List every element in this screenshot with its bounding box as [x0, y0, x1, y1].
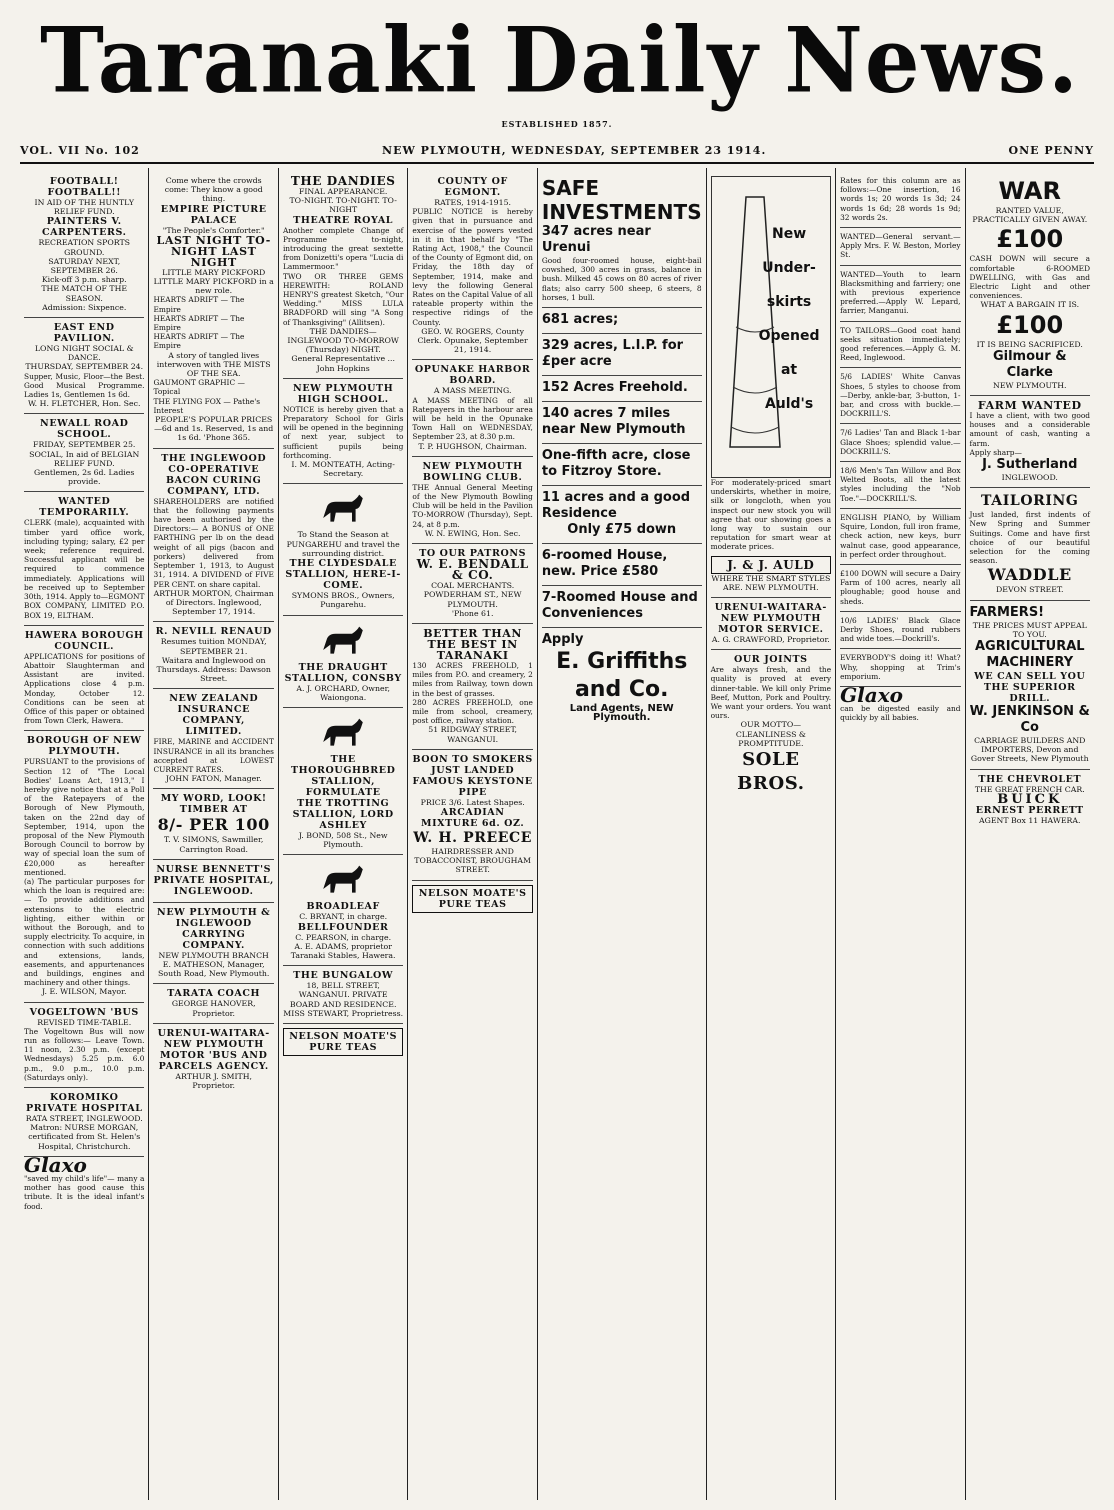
skirt-word-2: Under- — [762, 260, 816, 276]
joints-text: Are always fresh, and the quality is proved at every dinner-table. We kill only Prime Beef, Mutton, Pork and Poultry. We want your orders. You want ours. — [710, 665, 832, 721]
vogeltown-heading: VOGELTOWN 'BUS — [29, 1006, 139, 1018]
preece-sub: HAIRDRESSER AND TOBACCONIST, BROUGHAM STREET. — [414, 846, 532, 875]
bennett-ad — [153, 860, 273, 903]
symons-sign: SYMONS BROS., Owners, Pungarehu. — [291, 591, 395, 610]
tailors-text: TO TAILORS—Good coat hand seeks situation immediately; good references.—Apply G. M. Reed, Inglewood. — [840, 325, 961, 363]
eleven-acres-ad — [542, 486, 702, 544]
chevrolet-sub: THE GREAT FRENCH CAR. — [974, 784, 1085, 794]
rates-intro: Rates for this column are as follows:—One insertion, 16 words 1s; 20 words 1s 3d; 24 words 1s 6d; 28 words 1s 9d; 32 words 2s. — [840, 176, 961, 222]
fifth-heading: One-fifth acre, close to Fitzroy Store. — [541, 448, 691, 480]
friday-line: FRIDAY, SEPTEMBER 25. — [33, 440, 136, 450]
hawera-ad — [24, 626, 144, 732]
renaud-sub: Resumes tuition MONDAY, SEPTEMBER 21. — [160, 637, 267, 656]
bowling-heading: NEW PLYMOUTH BOWLING CLUB. — [422, 460, 523, 483]
acres130-text: 130 ACRES FREEHOLD, 1 miles from P.O. and creamery, 2 miles from Railway, town down in the best of grasses. — [412, 660, 533, 698]
underskirts-words — [754, 217, 824, 421]
acres280-text: 280 ACRES FREEHOLD, one mile from school, creamery, post office, railway station. — [412, 697, 533, 726]
renaud-heading: R. NEVILL RENAUD — [155, 626, 272, 638]
adams-sign: A. E. ADAMS, proprietor Taranaki Stables, Hawera. — [290, 941, 396, 960]
waddle-heading: WADDLE — [987, 565, 1072, 585]
farm-text: I have a client, with two good houses and a considerable amount of cash, wanting a farm. — [969, 411, 1090, 448]
sixroom-ad — [542, 544, 702, 586]
pavilion-sub: LONG NIGHT SOCIAL & DANCE. — [34, 344, 134, 363]
coop-heading: THE INGLEWOOD CO-OPERATIVE BACON CURING COMPANY, LTD. — [161, 452, 267, 497]
supper-text: Supper, Music, Floor—the Best. Good Musical Programme. Ladies 1s, Gentlemen 1s 6d. — [24, 371, 145, 400]
smokers-heading: BOON TO SMOKERS — [412, 753, 533, 765]
vogeltown-sub: REVISED TIME-TABLE. — [37, 1017, 132, 1027]
skirt-word-3: skirts — [766, 294, 812, 310]
chevrolet-heading: THE CHEVROLET — [978, 773, 1082, 785]
piano-text: ENGLISH PIANO, by William Squire, London, full iron frame, check action, new keys, burr walnut case, good appearance, in perfect order throughout. — [840, 512, 961, 559]
timber-price: 8/- PER 100 — [157, 815, 270, 835]
sevenroom-ad — [542, 586, 702, 628]
dandies-ad — [283, 172, 403, 379]
classified-10 — [840, 649, 960, 687]
phone-line: 'Phone 61. — [451, 608, 494, 618]
griffiths-sub: Land Agents, NEW Plymouth. — [569, 703, 674, 724]
joints-heading: OUR JOINTS — [734, 654, 808, 666]
morton-sign: ARTHUR MORTON, Chairman of Directors. Inglewood, September 17, 1914. — [153, 588, 274, 617]
horse-icon — [316, 862, 370, 898]
farmers-heading: FARMERS! — [969, 604, 1045, 620]
thursday-line: THURSDAY, SEPTEMBER 24. — [25, 362, 144, 372]
theatre-text: Another complete Change of Programme to-night, introducing the great sextette from Donizetti's opera "Lucia di Lammermoor." — [282, 225, 404, 272]
acres347-heading: 347 acres near Urenui — [541, 224, 651, 255]
auld-heading: J. & J. AULD — [711, 556, 831, 574]
classified-6 — [840, 462, 960, 509]
shareholders-text: SHAREHOLDERS are notified that the following payments have been authorised by the Directors:— A BONUS of ONE FARTHING per lb on the dead weight of all pigs (bacon and porkers) delivered from September 1, 1913, to August 31, 1914. A DIVIDEND of FIVE PER CENT. on share capital. — [153, 496, 274, 589]
carrying-heading: NEW PLYMOUTH & INGLEWOOD CARRYING COMPANY. — [157, 906, 271, 951]
football-heading: FOOTBALL! FOOTBALL!! — [47, 176, 121, 198]
skirt-word-5: at — [780, 362, 798, 378]
acres152-ad — [542, 376, 702, 402]
underskirts-box — [711, 176, 831, 478]
title-word-1: Taranaki — [40, 7, 480, 114]
harbour-heading: OPUNAKE HARBOR BOARD. — [414, 364, 531, 387]
gems-text: TWO OR THREE GEMS HEREWITH: ROLAND HENRY'S greatest Sketch, "Our Wedding." MISS LULA BRADFORD will sing "A Song of Thanksgiving" (Allitsen). — [282, 271, 404, 327]
skirt-word-4: Opened — [758, 328, 820, 344]
chevrolet-ad — [970, 770, 1090, 830]
football-sub: IN AID OF THE HUNTLY RELIEF FUND. — [34, 198, 134, 217]
theatre-heading: THEATRE ROYAL — [293, 214, 394, 226]
price-100-a: £100 — [996, 225, 1064, 254]
newall-heading: NEWALL ROAD SCHOOL. — [40, 418, 129, 441]
classified-intro — [840, 172, 960, 228]
flying-fox-line: THE FLYING FOX — Pathe's Interest — [153, 396, 261, 415]
ladies-text: 5/6 LADIES' White Canvas Shoes, 5 styles to choose from—Derby, ankle-bar, 3-button, 1-bar, and cross with buckle.—DOCKRILL'S. — [840, 372, 961, 419]
social-line: SOCIAL, In aid of BELGIAN RELIEF FUND. — [29, 449, 140, 468]
motor-service-ad — [711, 598, 831, 650]
trotting-heading: THE TROTTING STALLION, LORD ASHLEY — [292, 797, 394, 831]
hawera-text: APPLICATIONS for positions of Abattoir Slaughterman and Assistant are invited. Applications close 4 p.m. Monday, October 12. Conditions can be seen at Office of this paper or obtained from Town Clerk, Hawera. — [24, 651, 145, 726]
mens-text: 18/6 Men's Tan Willow and Box Welted Boots, all the latest styles including the "Nob Toe."—DOCKRILL'S. — [840, 466, 961, 503]
crowds-line: Come where the crowds come: They know a good thing. — [164, 176, 263, 204]
rates-sub: RATES, 1914-1915. — [434, 198, 512, 207]
harbour-ad — [412, 360, 532, 456]
tarata-sub: GEORGE HANOVER, Proprietor. — [171, 999, 256, 1018]
wanted-1: WANTED—General servant.—Apply Mrs. F. W. Beston, Morley St. — [840, 232, 961, 260]
urenui-bus-ad — [153, 1024, 273, 1095]
crawford-sign: A. G. CRAWFORD, Proprietor. — [711, 635, 830, 645]
better-heading: BETTER THAN THE BEST IN TARANAKI — [423, 626, 523, 662]
sutherland-sub: INGLEWOOD. — [1001, 473, 1058, 483]
gilmour-heading: Gilmour & Clarke — [992, 348, 1067, 380]
ground-line: RECREATION SPORTS GROUND. — [38, 238, 130, 257]
classified-5 — [840, 424, 960, 462]
draught-heading: THE DRAUGHT STALLION, CONSBY — [284, 661, 402, 684]
better-ad — [412, 624, 532, 750]
pavilion-ad — [24, 318, 144, 414]
wanted-2: WANTED—Youth to learn Blacksmithing and farriery; one with previous experience preferred.—Apply W. Lepard, farrier, Manganui. — [840, 269, 961, 316]
column-5 — [538, 168, 707, 1500]
issue-price: ONE PENNY — [1008, 144, 1094, 157]
hearts-line-2: HEARTS ADRIFT — The Empire — [153, 313, 245, 333]
empire-heading: EMPIRE PICTURE PALACE — [160, 203, 267, 226]
acres681-ad — [542, 308, 702, 334]
griffiths-heading: E. Griffiths and Co. — [556, 649, 688, 703]
wanted-temp-heading: WANTED TEMPORARILY. — [39, 496, 130, 519]
classified-7 — [840, 509, 960, 565]
war-ad — [970, 172, 1090, 396]
pickford-line: LITTLE MARY PICKFORD LITTLE MARY PICKFORD in a new role. — [153, 267, 274, 296]
acres152-heading: 152 Acres Freehold. — [541, 380, 688, 396]
stallion-ad-2 — [283, 616, 403, 708]
glaxo-ad-2 — [840, 682, 961, 728]
issue-date: NEW PLYMOUTH, WEDNESDAY, SEPTEMBER 23 1914. — [382, 144, 767, 157]
meeting-sub: A MASS MEETING. — [433, 386, 512, 396]
jenkinson-heading: W. JENKINSON & Co — [969, 704, 1090, 736]
dandies-heading: THE DANDIES — [290, 174, 396, 188]
fifth-acre-ad — [542, 444, 702, 486]
title-word-3: News. — [784, 7, 1080, 114]
bond-sign: J. BOND, 508 St., New Plymouth. — [298, 830, 388, 850]
black-glace-text: 10/6 LADIES' Black Glace Derby Shoes, round rubbers and wide toes.—Dockrill's. — [840, 615, 961, 644]
bacon-ad — [153, 449, 273, 623]
keystone-heading: JUST LANDED FAMOUS KEYSTONE PIPE — [412, 764, 533, 798]
tarata-heading: TARATA COACH — [167, 988, 261, 1000]
gaumont-line: GAUMONT GRAPHIC — Topical — [153, 378, 245, 397]
established-line: ESTABLISHED 1857. — [501, 119, 613, 129]
vogeltown-text: The Vogeltown Bus will now run as follows:— Leave Town. 11 noon, 2.30 p.m. (except Wednesdays) 5.25 p.m. 6.0 p.m., 9.0 p.m., 10.0 p.m. (Saturdays only). — [24, 1026, 145, 1082]
timber-heading: MY WORD, LOOK! TIMBER AT — [160, 793, 267, 816]
dandies-inglewood: THE DANDIES—INGLEWOOD TO-MORROW (Thursday) NIGHT. — [287, 326, 399, 355]
vogeltown-ad — [24, 1003, 144, 1088]
underskirts-text: For moderately-priced smart underskirts, whether in moire, silk or longcloth, when you inspect our new stock you will agree that our showing goes a long way to sustain our reputation for smart wear at moderate prices. — [710, 478, 832, 552]
faton-sign: JOHN FATON, Manager. — [165, 774, 262, 784]
farmers-ad — [970, 601, 1090, 770]
fletcher-sign: W. H. FLETCHER, Hon. Sec. — [28, 399, 141, 409]
title-word-2: Daily — [503, 7, 760, 114]
bryant-sign: C. BRYANT, in charge. — [299, 912, 388, 922]
monteath-sign: I. M. MONTEATH, Acting-Secretary. — [291, 460, 395, 479]
orchard-sign: A. J. ORCHARD, Owner, Waiongona. — [296, 683, 390, 702]
egmont-rates — [412, 172, 532, 360]
lastnight-line: LAST NIGHT TO-NIGHT LAST NIGHT — [156, 233, 271, 269]
eleven-heading: 11 acres and a good Residence — [541, 490, 691, 522]
thoroughbred-heading: THE THOROUGHBRED STALLION, FORMULATE — [290, 753, 396, 798]
nelson-ad-2 — [412, 881, 532, 918]
tailoring-heading: TAILORING — [981, 493, 1079, 510]
bungalow-ad — [283, 966, 403, 1024]
matheson-sign: E. MATHESON, Manager, South Road, New Plymouth. — [158, 959, 270, 979]
insurance-heading: NEW ZEALAND INSURANCE COMPANY, LIMITED. — [169, 693, 259, 738]
patrons-heading: TO OUR PATRONS — [419, 548, 527, 560]
acres140-heading: 140 acres 7 miles near New Plymouth — [541, 406, 686, 438]
insurance-text: FIRE, MARINE and ACCIDENT INSURANCE in all its branches accepted at LOWEST CURRENT RATES. — [153, 737, 274, 774]
koromiko-heading: KOROMIKO PRIVATE HOSPITAL — [25, 1092, 143, 1115]
jenkinson-sub: CARRIAGE BUILDERS AND IMPORTERS, Devon and Gover Streets, New Plymouth — [970, 736, 1089, 764]
ridgway-line: 51 RIDGWAY STREET, WANGANUI. — [428, 725, 517, 744]
sutherland-heading: J. Sutherland — [982, 457, 1078, 473]
glaxo-caption-2: can be digested easily and quickly by all babies. — [840, 704, 961, 723]
acres347-text: Good four-roomed house, eight-bail cowshed, 300 acres in grass, balance in bush. Milked 45 cows on 80 acres of river flats; also carry 500 sheep, 6 steers, 8 horses, 1 bull. — [541, 256, 702, 302]
borough-text: PURSUANT to the provisions of Section 12 of "The Local Bodies' Loans Act, 1913," I hereby give notice that at a Poll of the Ratepayers of the Borough of New Plymouth, taken on the 22nd day of September, 1914, upon the proposal of the New Plymouth Borough Council to borrow by way of special loan the sum of £20,000 as hereafter mentioned. — [24, 757, 145, 877]
classified-3 — [840, 322, 960, 369]
high-school-ad — [283, 379, 403, 485]
high-school-text: NOTICE is hereby given that a Preparatory School for Girls will be opened in the beginning of next year, subject to sufficient pupils being forthcoming. — [282, 404, 404, 460]
apply-sharp: Apply sharp— — [969, 447, 1022, 457]
column-1 — [20, 168, 149, 1500]
kickoff-line: Kick-off 3 p.m. sharp. — [41, 275, 127, 285]
auld-sub: WHERE THE SMART STYLES ARE. NEW PLYMOUTH. — [711, 573, 831, 592]
skirt-word-1: New — [771, 226, 807, 242]
clydesdale-heading: THE CLYDESDALE STALLION, HERE-I-COME. — [285, 558, 401, 592]
wilson-sign: J. E. WILSON, Mayor. — [41, 987, 127, 997]
koromiko-text: RATA STREET, INGLEWOOD. Matron: NURSE MORGAN, certificated from St. Helen's Hospital, Christchurch. — [25, 1114, 143, 1151]
tonight-line: TO-NIGHT. TO-NIGHT. TO-NIGHT — [289, 196, 397, 215]
price-100-b: £100 — [996, 310, 1064, 339]
cash-down-text: CASH DOWN will secure a comfortable 6-ROOMED DWELLING, with Gas and Electric Light and other conveniences. — [969, 254, 1090, 301]
bungalow-heading: THE BUNGALOW — [293, 970, 394, 982]
columns — [20, 168, 1094, 1500]
dandies-sub: FINAL APPEARANCE. — [298, 187, 388, 196]
farmers-sub: THE PRICES MUST APPEAL TO YOU. — [972, 620, 1087, 639]
waddle-sub: DEVON STREET. — [996, 585, 1064, 595]
acres681-heading: 681 acres; — [541, 312, 619, 328]
drill-line: WE CAN SELL YOU THE SUPERIOR DRILL. — [974, 671, 1086, 705]
timber-ad — [153, 789, 273, 859]
tan-text: 7/6 Ladies' Tan and Black 1-bar Glace Shoes; splendid value.—DOCKRILL'S. — [840, 428, 961, 456]
farm-wanted-ad — [970, 396, 1090, 488]
acres140-ad — [542, 402, 702, 444]
bungalow-text: 18, BELL STREET, WANGANUI. PRIVATE BOARD AND RESIDENCE. MISS STEWART, Proprietress. — [283, 981, 404, 1018]
hawera-heading: HAWERA BOROUGH COUNCIL. — [24, 629, 144, 652]
farm-heading: FARM WANTED — [977, 399, 1082, 413]
agri-heading: AGRICULTURAL MACHINERY — [974, 639, 1085, 671]
safe-heading: SAFE INVESTMENTS — [541, 176, 702, 224]
popular-prices: PEOPLE'S POPULAR PRICES—6d and 1s. Reserved, 1s and 1s 6d. 'Phone 365. — [154, 415, 274, 443]
social-price: Gentlemen, 2s 6d. Ladies provide. — [34, 468, 135, 487]
motor-service-heading: URENUI-WAITARA-NEW PLYMOUTH MOTOR SERVICE. — [714, 602, 827, 636]
preece-heading: W. H. PREECE — [413, 829, 533, 846]
agent-line: AGENT Box 11 HAWERA. — [978, 815, 1081, 825]
insurance-ad — [153, 689, 273, 789]
stand-season-text: To Stand the Season at PUNGAREHU and travel the surrounding district. — [286, 530, 400, 558]
hearts-line-1: HEARTS ADRIFT — The Empire — [153, 295, 245, 314]
pipe-price: PRICE 3/6. Latest Shapes. — [420, 797, 525, 807]
dateline-bar — [20, 140, 1094, 164]
borough-heading: BOROUGH OF NEW PLYMOUTH. — [26, 735, 142, 758]
classified-2 — [840, 266, 960, 322]
apply-line: Apply — [541, 632, 584, 648]
glaxo-ad-1 — [24, 1152, 145, 1216]
stallion-ad-4 — [283, 855, 403, 966]
saturday-line: SATURDAY NEXT, SEPTEMBER 26. — [48, 256, 121, 276]
renaud-ad — [153, 622, 273, 689]
high-school-heading: NEW PLYMOUTH HIGH SCHOOL. — [293, 382, 394, 405]
volume-number: VOL. VII No. 102 — [20, 144, 140, 157]
column-2 — [149, 168, 278, 1500]
skirt-word-6: Auld's — [764, 396, 814, 412]
acres329-heading: 329 acres, L.I.P. for £per acre — [541, 338, 684, 370]
newspaper-title — [40, 3, 1080, 119]
acres329-ad — [542, 334, 702, 376]
war-sub: RANTED VALUE, PRACTICALLY GIVEN AWAY. — [972, 206, 1088, 225]
bennett-heading: NURSE BENNETT'S PRIVATE HOSPITAL, INGLEWOOD. — [153, 863, 274, 897]
smokers-ad — [412, 750, 532, 881]
broadleaf-heading: BROADLEAF — [306, 901, 380, 913]
nelson-tea-logo: NELSON MOATE'S PURE TEAS — [283, 1028, 403, 1056]
perrett-heading: ERNEST PERRETT — [975, 804, 1084, 816]
bellfounder-heading: BELLFOUNDER — [297, 921, 389, 933]
griffiths-ad — [542, 628, 702, 727]
pearson-sign: C. PEARSON, in charge. — [295, 932, 392, 942]
borough-notice — [24, 731, 144, 1002]
newall-ad — [24, 414, 144, 492]
powderham-line: POWDERHAM ST., NEW PLYMOUTH. — [423, 590, 522, 609]
bowling-ad — [412, 457, 532, 544]
painters-heading: PAINTERS V. CARPENTERS. — [41, 216, 127, 239]
hundred-text: £100 DOWN will secure a Dairy Farm of 100 acres, nearly all ploughable; good house and sheds. — [840, 568, 961, 606]
glaxo-logo: Glaxo — [24, 1152, 87, 1177]
sacrificed-line: IT IS BEING SACRIFICED. — [976, 339, 1083, 349]
bowling-text: THE Annual General Meeting of the New Plymouth Bowling Club will be held in the Pavilion TO-MORROW (Thursday), Sept. 24, at 8 p.m. — [412, 482, 533, 529]
urenui-bus-heading: URENUI-WAITARA-NEW PLYMOUTH MOTOR 'BUS AND PARCELS AGENCY. — [157, 1027, 270, 1072]
column-8 — [966, 168, 1094, 1500]
empire-ad — [153, 172, 273, 449]
tarata-ad — [153, 984, 273, 1023]
bendall-ad — [412, 544, 532, 624]
story-line: A story of tangled lives interwoven with THE MISTS OF THE SEA. — [156, 350, 271, 379]
meeting-text: A MASS MEETING of all Ratepayers in the harbour area will be held in the Opunake Town Hall on WEDNESDAY, September 23, at 8.30 p.m. — [412, 395, 533, 442]
rates-text: PUBLIC NOTICE is hereby given that in pursuance and exercise of the powers vested in it in that behalf by "The Rating Act, 1908," the Council of the County of Egmont did, on Friday, the 18th day of September, 1914, make and levy the following General Rates on the Capital Value of all rateable property within the respective ridings of the County. — [412, 207, 533, 327]
carrying-sub: NEW PLYMOUTH BRANCH — [158, 950, 269, 960]
war-heading: WAR — [998, 177, 1061, 205]
sixroom-heading: 6-roomed House, new. Price £580 — [541, 548, 668, 580]
rogers-sign: GEO. W. ROGERS, County Clerk. Opunake, September 21, 1914. — [417, 326, 528, 355]
clerk-text: CLERK (male), acquainted with timber yard office work, including typing; salary, £2 per week; reference required. Successful applicant will be required to commence immediately. Applications will be received up to September 30th, 1914. Apply to—EGMONT BOX COMPANY, LIMITED P.O. BOX 19, ELTHAM. — [24, 518, 145, 620]
arcadian-heading: ARCADIAN MIXTURE 6d. OZ. — [420, 806, 525, 829]
bendall-heading: W. E. BENDALL & CO. — [416, 557, 529, 583]
glaxo-logo-2: Glaxo — [840, 682, 903, 707]
column-7 — [836, 168, 965, 1500]
column-4 — [408, 168, 537, 1500]
only-line: Only £75 down — [567, 522, 677, 538]
hughson-sign: T. P. HUGHSON, Chairman. — [418, 441, 527, 451]
tailoring-ad — [970, 488, 1090, 600]
classified-8 — [840, 565, 960, 612]
classified-4 — [840, 368, 960, 424]
hopkins-line: General Representative ... John Hopkins — [291, 354, 395, 373]
column-3 — [279, 168, 408, 1500]
nelson-ad — [283, 1024, 403, 1061]
gilmour-sub: NEW PLYMOUTH. — [993, 380, 1067, 390]
ewing-sign: W. N. EWING, Hon. Sec. — [424, 528, 521, 538]
smith-sign: ARTHUR J. SMITH, Proprietor. — [175, 1071, 253, 1090]
stallion-ad-3 — [283, 708, 403, 855]
simons-sign: T. V. SIMONS, Sawmiller, Carrington Road. — [164, 835, 264, 854]
glaxo-caption-1: "saved my child's life"— many a mother has good cause this tribute. It is the ideal infant's food. — [24, 1174, 145, 1211]
hearts-line-3: HEARTS ADRIFT — The Empire — [153, 332, 245, 351]
masthead — [0, 0, 1114, 170]
tailoring-text: Just landed, first indents of New Spring and Summer Suitings. Come and have first choice of our beautiful selection for the coming season. — [969, 510, 1090, 566]
bendall-sub: COAL MERCHANTS. — [431, 581, 515, 591]
bargain-line: WHAT A BARGAIN IT IS. — [980, 300, 1080, 310]
column-6 — [707, 168, 836, 1500]
admission-line: Admission: Sixpence. — [42, 302, 127, 312]
county-heading: COUNTY OF EGMONT. — [437, 176, 508, 198]
borough-text-2: (a) The particular purposes for which the loan is required are:— To provide additions and extensions to the electric lighting, either within or without the Borough, and to supply electricity. To acquire, in connection with such additions and extensions, lands, easements, and appurtenances and buildings, engines and machinery and other things. — [24, 876, 145, 988]
buick-heading: BUICK — [997, 791, 1063, 807]
football-ad — [24, 172, 144, 318]
horse-icon — [316, 715, 370, 751]
renaud-text: Waitara and Inglewood on Thursdays. Address: Dawson Street. — [156, 655, 271, 684]
safe-investments-ad — [542, 172, 702, 308]
classified-1 — [840, 228, 960, 266]
stallion-ad-1 — [283, 484, 403, 615]
everybody-text: EVERYBODY'S doing it! What? Why, shopping at Trim's emporium. — [840, 653, 961, 681]
carrying-ad — [153, 903, 273, 985]
empire-sub: "The People's Comforter." — [162, 225, 265, 235]
horse-icon — [316, 491, 370, 527]
nelson-tea-logo-2: NELSON MOATE'S PURE TEAS — [412, 885, 532, 913]
pavilion-heading: EAST END PAVILION. — [53, 322, 115, 345]
underskirts-ad — [711, 172, 831, 598]
sole-heading: SOLE BROS. — [737, 749, 805, 795]
classified-9 — [840, 612, 960, 650]
match-line: THE MATCH OF THE SEASON. — [41, 284, 128, 303]
motto-line: OUR MOTTO—CLEANLINESS & PROMPTITUDE. — [735, 720, 806, 748]
sevenroom-heading: 7-Roomed House and Conveniences — [541, 590, 698, 622]
horse-icon — [316, 623, 370, 659]
clerk-ad — [24, 492, 144, 625]
koromiko-ad — [24, 1088, 144, 1157]
joints-ad — [711, 650, 831, 801]
